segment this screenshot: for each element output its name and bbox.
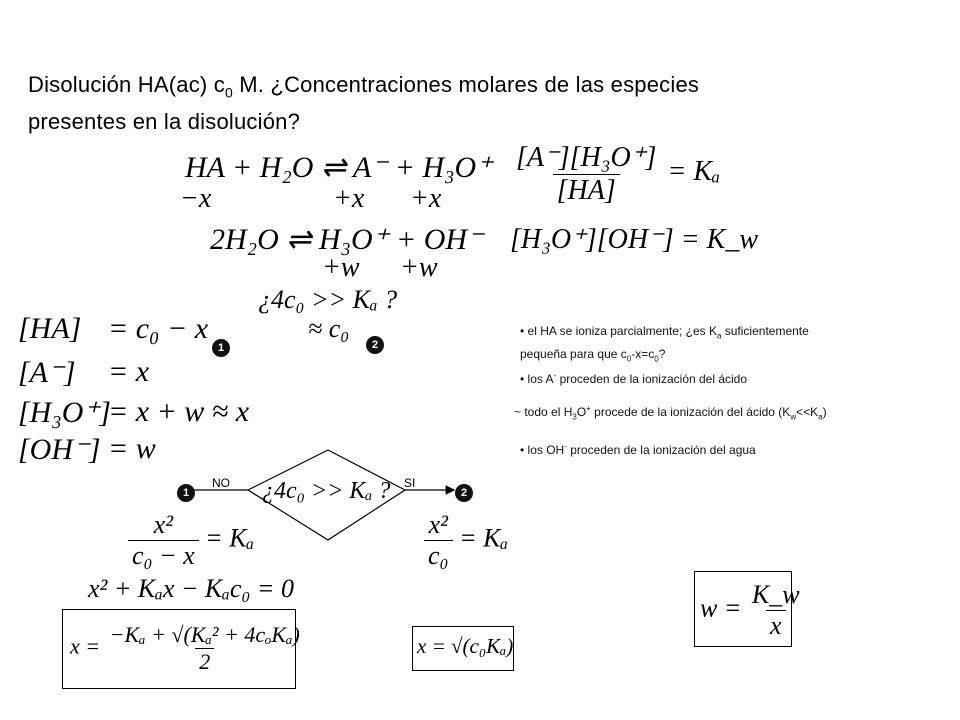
quadratic-solution: x = $\frac{\text{−Kₐ + √(Kₐ² + 4cₒKₐ)}}{2}$ — [70, 622, 300, 674]
equilibrium-acid: HA + H₂O ⇌ A⁻ + H₃O⁺ — [185, 151, 493, 184]
note-h3o-origin: ~ todo el $H_3O^+$ procede de la ionización del ácido $(K_w<<K_a)$ — [514, 404, 827, 422]
conc-ha-species: [HA] — [18, 312, 82, 345]
si-branch-equation: $\frac{\text{x²}}{\text{c₀}}$ = Kₐ — [424, 510, 508, 571]
kw-expression: [H₃O⁺][OH⁻] = K_w — [510, 224, 759, 255]
note-partial-ionization: • el HA se ioniza parcialmente; ¿es $K_a$ suficientemente pequeña para que $c_0-x=c_0$? — [520, 324, 809, 364]
note-oh-origin: • los OH- proceden de la ionización del agua — [520, 442, 756, 457]
equilibrium-acid-change-h3o: +x — [410, 183, 442, 214]
equilibrium-acid-change-ha: −x — [180, 183, 212, 214]
quadratic-equation: x² + Kₐx − Kₐc₀ = 0 — [88, 574, 294, 603]
approximation-question: ¿4c₀ >> Kₐ ? — [258, 285, 398, 314]
conc-a-expr: = x — [108, 355, 150, 388]
label-si: SI — [404, 476, 416, 490]
badge-si-branch: 2 — [455, 484, 473, 502]
conc-h3o-species: [H₃O⁺] — [18, 396, 111, 429]
conc-ha-expr: = c₀ − x — [108, 312, 209, 345]
equilibrium-acid-change-a: +x — [333, 183, 365, 214]
no-branch-equation: $\frac{\text{x²}}{\text{c₀ − x}}$ = Kₐ — [128, 510, 254, 571]
page-title: Disolución HA(ac) $c_0$ M. ¿Concentraciones molares de las especies presentes en la disolución? — [28, 72, 700, 135]
equilibrium-water-change-oh: +w — [400, 252, 438, 283]
conc-a-species: [A⁻] — [18, 356, 76, 389]
w-formula: w = $\frac{K\_w}{x}$ — [700, 580, 800, 640]
conc-h3o-expr: = x + w ≈ x — [108, 395, 250, 428]
si-solution: x = √(c₀Kₐ) — [417, 634, 514, 658]
equilibrium-water: 2H₂O ⇌ H₃O⁺ + OH⁻ — [210, 223, 483, 256]
equilibrium-water-change-h3o: +w — [322, 252, 360, 283]
label-no: NO — [212, 476, 230, 490]
approximation-c0: ≈ c₀ — [308, 314, 350, 343]
ka-expression: $\frac{\text{[A⁻][H₃O⁺]}}{[HA]}$ = Kₐ — [516, 142, 721, 206]
badge-one: 1 — [212, 339, 230, 357]
decision-question: ¿4c₀ >> Kₐ ? — [262, 478, 391, 504]
note-a-origin: • los A- proceden de la ionización del ácido — [520, 371, 748, 386]
badge-no-branch: 1 — [177, 484, 195, 502]
badge-two: 2 — [366, 336, 384, 354]
conc-oh-species: [OH⁻] — [18, 433, 101, 466]
conc-oh-expr: = w — [108, 432, 156, 465]
